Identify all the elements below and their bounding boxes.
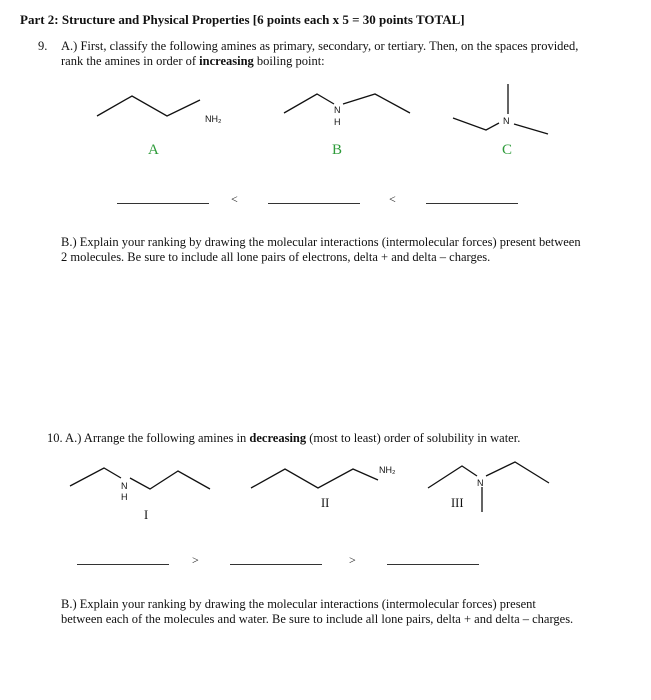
q9-comparator-2: < [389,192,396,206]
label-c: C [502,142,513,158]
molecule-b-n: N [334,105,341,115]
molecule-ii-nh2: NH₂ [379,465,396,475]
label-i: I [144,508,149,522]
label-ii: II [321,496,330,510]
label-b: B [332,142,343,158]
molecule-i [70,468,210,502]
q9-partA-line1: A.) First, classify the following amines as primary, secondary, or tertiary. Then, on the spaces provided, [61,39,579,53]
q9-blank-3[interactable] [426,203,518,204]
molecule-a-chain [97,96,200,116]
molecule-b-right-chain [343,94,410,113]
molecule-b [284,94,410,127]
molecule-iii-right-chain [486,462,549,483]
molecule-iii-left-chain [428,466,477,488]
molecule-iii [428,462,549,512]
molecule-i-right-chain [130,471,210,489]
q9-blank-2[interactable] [268,203,360,204]
molecule-b-left-chain [284,94,334,113]
molecule-c [453,84,548,134]
molecule-a [97,96,222,124]
q10-partB-line2: between each of the molecules and water. Be sure to include all lone pairs, delta + and delta – charges. [61,612,574,626]
q9-comparator-1: < [231,192,238,206]
molecule-i-n: N [121,481,128,491]
q10-comparator-2: > [349,553,356,567]
label-a: A [148,142,159,158]
molecule-c-methyl-right [514,124,548,134]
q9-number: 9. [38,39,48,53]
q9-partA-line2: rank the amines in order of increasing boiling point: [61,54,325,68]
q10-blank-3[interactable] [387,564,479,565]
q10-blank-2[interactable] [230,564,322,565]
q9-partB-line1: B.) Explain your ranking by drawing the molecular interactions (intermolecular forces) present between [61,235,581,249]
molecule-a-nh2: NH₂ [205,114,222,124]
q10-comparator-1: > [192,553,199,567]
q10-blank-1[interactable] [77,564,169,565]
molecule-iii-n: N [477,478,484,488]
q10-partB-line1: B.) Explain your ranking by drawing the molecular interactions (intermolecular forces) present [61,597,536,611]
page-header: Part 2: Structure and Physical Properties [6 points each x 5 = 30 points TOTAL] [20,12,465,27]
label-iii: III [451,496,464,510]
molecule-ii-chain [251,469,378,488]
q9-partB-line2: 2 molecules. Be sure to include all lone pairs of electrons, delta + and delta – charges. [61,250,491,264]
molecule-i-left-chain [70,468,121,486]
molecule-b-h: H [334,117,341,127]
molecule-c-n: N [503,116,510,126]
q9-blank-1[interactable] [117,203,209,204]
molecule-ii [251,465,396,488]
molecule-c-chain [453,118,499,130]
q10-partA: 10. A.) Arrange the following amines in decreasing (most to least) order of solubility in water. [47,431,521,445]
molecule-i-h: H [121,492,128,502]
